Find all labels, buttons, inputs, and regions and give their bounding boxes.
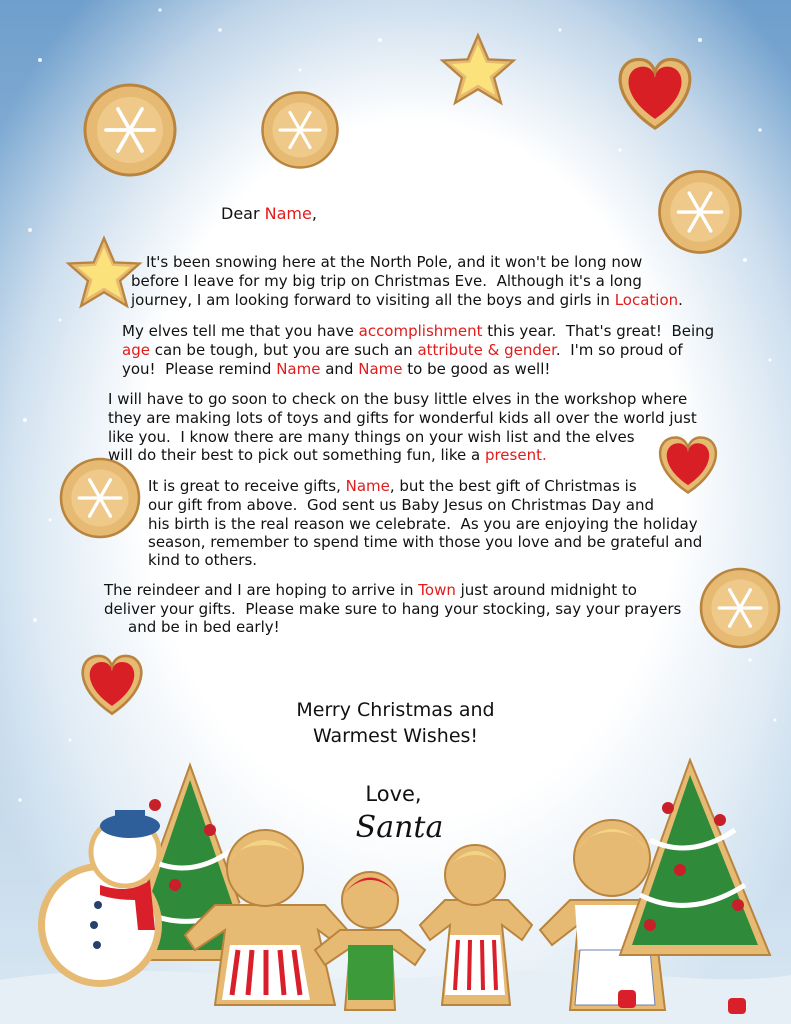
paragraph-2-line-3: you! Please remind Name and Name to be good as well!	[122, 360, 551, 378]
paragraph-2-line-2: age can be tough, but you are such an attribute & gender. I'm so proud of	[122, 341, 683, 359]
paragraph-5-line-3: and be in bed early!	[128, 618, 280, 636]
paragraph-3-line-1: I will have to go soon to check on the busy little elves in the workshop where	[108, 390, 688, 408]
name-placeholder: Name	[276, 360, 321, 378]
snowflake-cookie-icon	[263, 93, 338, 168]
paragraph-4-line-4: season, remember to spend time with those you love and be grateful and	[148, 533, 703, 551]
name-placeholder: Name	[345, 477, 390, 495]
paragraph-4-line-5: kind to others.	[148, 551, 258, 569]
attribute-gender-placeholder: attribute & gender	[417, 341, 556, 359]
paragraph-4-line-1: It is great to receive gifts, Name, but the best gift of Christmas is	[148, 477, 637, 495]
snowflake-cookie-icon	[85, 85, 175, 175]
paragraph-4-line-3: his birth is the real reason we celebrate. As you are enjoying the holiday	[148, 515, 698, 533]
paragraph-3-line-3: like you. I know there are many things on your wish list and the elves	[108, 428, 635, 446]
paragraph-1-line-2: before I leave for my big trip on Christmas Eve. Although it's a long	[131, 272, 642, 290]
paragraph-4-line-2: our gift from above. God sent us Baby Jesus on Christmas Day and	[148, 496, 654, 514]
snowflake-cookie-icon	[61, 459, 139, 537]
love-line: Love,	[365, 782, 422, 806]
paragraph-3-line-2: they are making lots of toys and gifts for wonderful kids all over the world just	[108, 409, 697, 427]
paragraph-1-line-3: journey, I am looking forward to visiting all the boys and girls in Location.	[131, 291, 683, 309]
snowflake-cookie-icon	[660, 172, 741, 253]
paragraph-1-line-1: It's been snowing here at the North Pole, and it won't be long now	[146, 253, 643, 271]
closing-line-1: Merry Christmas and	[296, 699, 495, 721]
paragraph-5-line-2: deliver your gifts. Please make sure to hang your stocking, say your prayers	[104, 600, 682, 618]
snowflake-cookie-icon	[701, 569, 779, 647]
paragraph-2-line-1: My elves tell me that you have accomplishment this year. That's great! Being	[122, 322, 715, 340]
town-placeholder: Town	[418, 581, 456, 599]
salutation: Dear Name,	[221, 204, 317, 223]
paragraph-3-line-4: will do their best to pick out something fun, like a present.	[108, 446, 547, 464]
location-placeholder: Location	[614, 291, 679, 309]
name-placeholder: Name	[264, 204, 312, 223]
santa-signature: Santa	[355, 810, 444, 845]
paragraph-5-line-1: The reindeer and I are hoping to arrive in Town just around midnight to	[104, 581, 637, 599]
accomplishment-placeholder: accomplishment	[358, 322, 483, 340]
present-placeholder: present.	[484, 446, 547, 464]
name-placeholder: Name	[358, 360, 403, 378]
age-placeholder: age	[122, 341, 150, 359]
closing-line-2: Warmest Wishes!	[312, 725, 479, 747]
